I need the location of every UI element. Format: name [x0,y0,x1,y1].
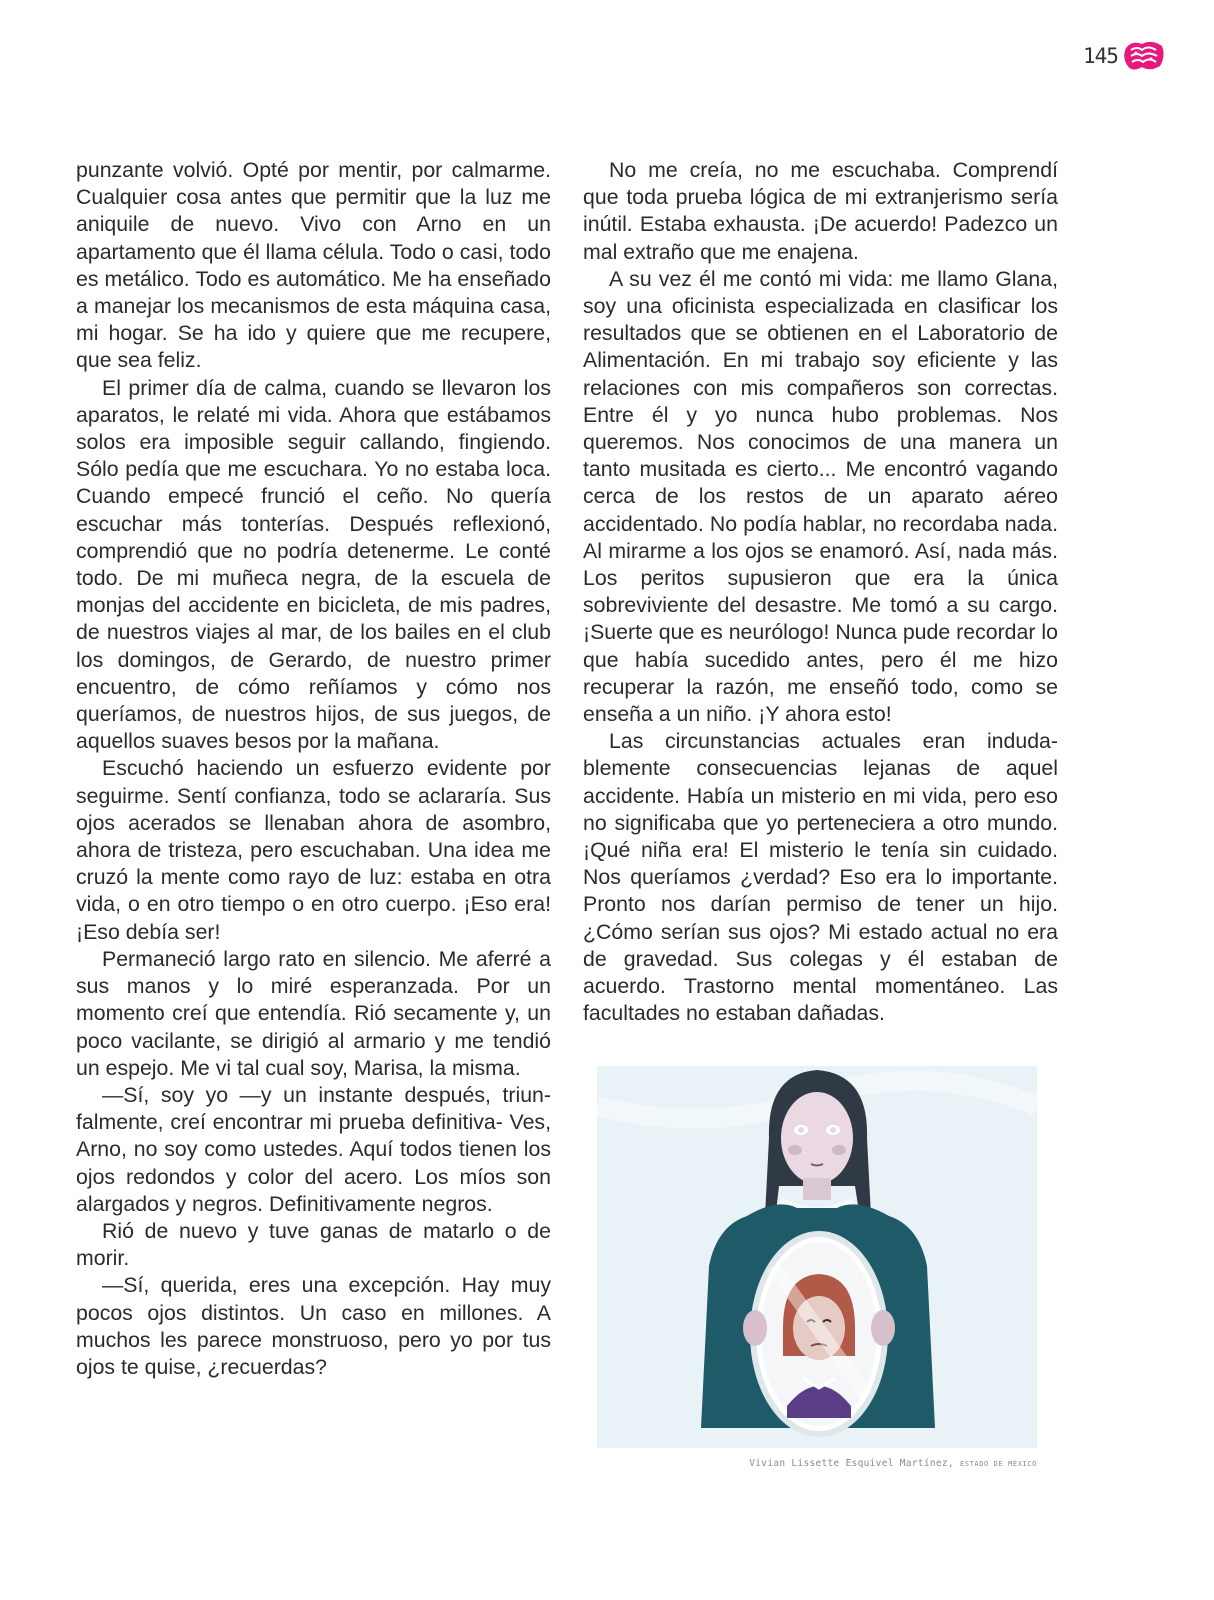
paragraph: Las circunstancias actuales eran indudablemente consecuencias lejanas de aquel accidente. Había un misterio en mi vida, pero eso no significaba que yo perteneciera a otro mundo. ¡Qué niña era! El misterio le tenía sin cuidado. Nos queríamos ¿verdad? Eso era lo importante. Pronto nos darían permiso de tener un hijo. ¿Cómo serían sus ojos? Mi estado actual no era de gravedad. Sus colegas y él estaban de acuerdo. Trastorno mental momentáneo. Las facultades no estaban dañadas. [583,729,1058,1026]
paragraph: punzante volvió. Opté por mentir, por calmarme. Cualquier cosa antes que permitir que la luz me aniquile de nuevo. Vivo con Arno en un apartamento que él llama célula. Todo o casi, todo es metálico. Todo es automático. Me ha enseñado a manejar los mecanismos de esta máquina casa, mi hogar. Se ha ido y quiere que me recupere, que sea feliz. [76,158,551,373]
left-column [76,157,551,1381]
credit-region: ESTADO DE MÉXICO [959,1460,1037,1468]
illustration-credit [597,1458,1037,1469]
paragraph: El primer día de calma, cuando se llevaron los aparatos, le relaté mi vida. Ahora que estábamos solos era imposible seguir callando, fingiendo. Sólo pedía que me escuchara. Yo no estaba loca. Cuando empecé frunció el ceño. No quería escuchar más tonterías. Después reflexionó, comprendió que no podría detenerme. Le conté todo. De mi muñeca negra, de la escuela de monjas del accidente en bicicleta, de mis padres, de nuestros viajes al mar, de los bailes en el club los domingos, de Gerardo, de nuestro primer encuentro, de cómo reñíamos y cómo nos queríamos, de nuestros hijos, de sus juegos, de aquellos suaves besos por la mañana. [76,375,551,754]
paragraph: No me creía, no me escuchaba. Comprendí que toda prueba lógica de mi extranjerismo sería inútil. Estaba exhausta. ¡De acuerdo! Padezco un mal extraño que me enajena. [583,158,1058,264]
paragraph: Escuchó haciendo un esfuerzo evidente por seguirme. Sentí confianza, todo se aclararía. Sus ojos acerados se llenaban ahora de asombro, ahora de tristeza, pero escuchaban. Una idea me cruzó la mente como rayo de luz: estaba en otra vida, o en otro tiempo o en otro cuerpo. ¡Eso era! ¡Eso debía ser! [76,756,551,944]
paragraph: Rió de nuevo y tuve ganas de matarlo o de morir. [76,1218,551,1271]
paragraph: A su vez él me contó mi vida: me llamo Glana, soy una oficinista especializada en clasificar los resultados que se obtienen en el Laboratorio de Alimentación. En mi trabajo soy eficiente y las relaciones con mis compañeros son correctas. Entre él y yo nunca hubo problemas. Nos queremos. Nos conocimos de una manera un tanto musitada es cierto... Me encontró vagando cerca de los restos de un aparato aéreo accidentado. No podía hablar, no recordaba nada. Al mirarme a los ojos se enamoró. Así, nada más. Los peritos supusieron que era la única sobreviviente del desastre. Me tomó a su cargo. ¡Suerte que es neurólogo! Nunca pude recordar lo que había sucedido antes, pero él me hizo recuperar la razón, me enseñó todo, como se enseña a un niño. ¡Y ahora esto! [583,266,1058,727]
paragraph: Permaneció largo rato en silencio. Me aferré a sus manos y lo miré esperanzada. Por un momento creí que entendía. Rió secamente y, un poco vacilante, se dirigió al armario y me tendió un espejo. Me vi tal cual soy, Marisa, la misma. [76,946,551,1080]
credit-artist: Vivian Lissette Esquivel Martínez, [749,1458,954,1469]
right-column [583,157,1058,1028]
page-number: 145 [1083,44,1118,68]
pink-book-logo-icon [1122,38,1166,74]
paragraph: —Sí, querida, eres una excepción. Hay muy pocos ojos distintos. Un caso en millones. A muchos les parece monstruoso, pero yo por tus ojos te quise, ¿recuerdas? [76,1273,551,1379]
paragraph: —Sí, soy yo —y un instante después, triunfalmente, creí encontrar mi prueba definitiva- Ves, Arno, no soy como ustedes. Aquí todos tienen los ojos redondos y color del acero. Los míos son alargados y negros. Definitivamente negros. [76,1082,551,1216]
illustration-woman-holding-mirror [597,1066,1037,1448]
